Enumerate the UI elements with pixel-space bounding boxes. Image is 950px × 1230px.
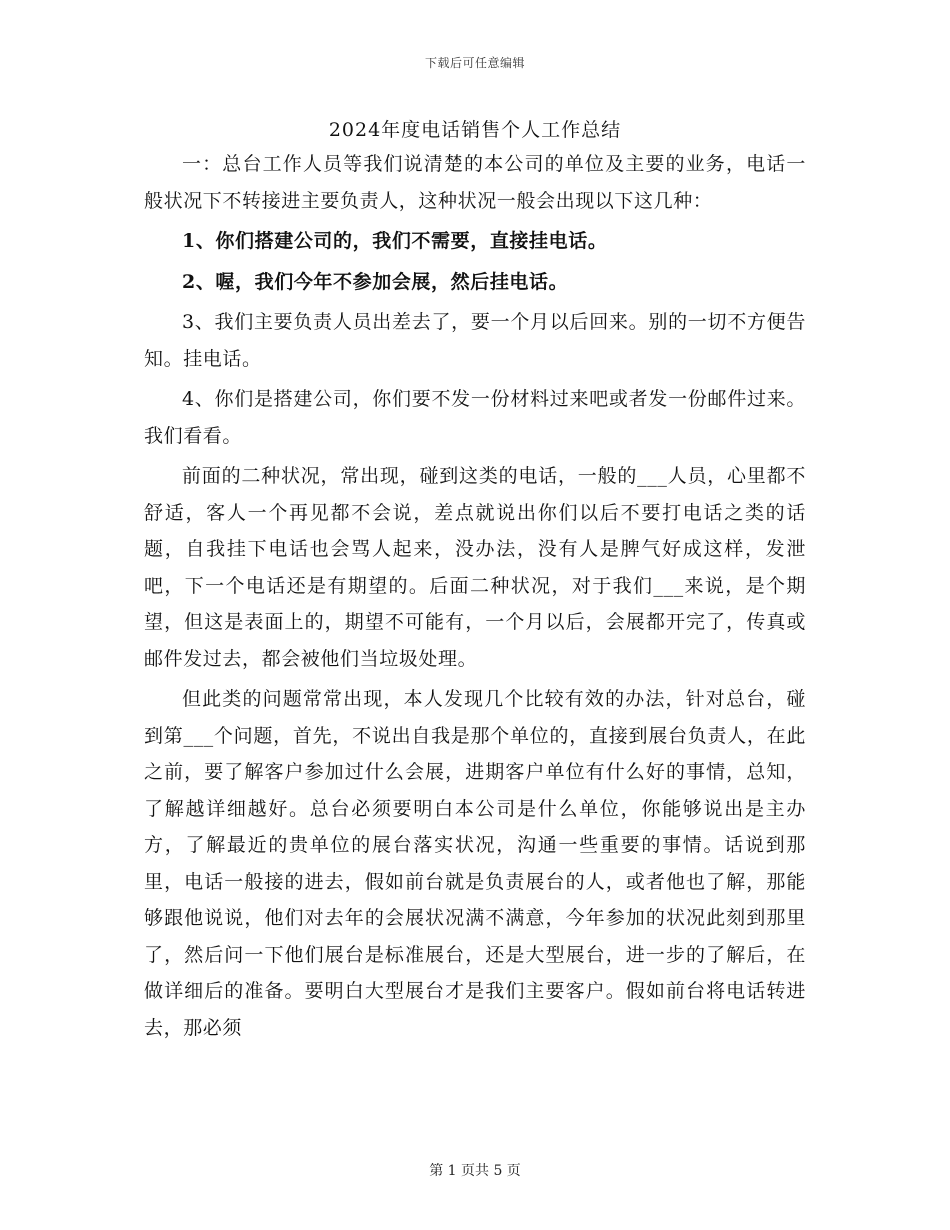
paragraph-case-4: 4、你们是搭建公司，你们要不发一份材料过来吧或者发一份邮件过来。我们看看。 bbox=[144, 388, 806, 447]
paragraph-intro: 一：总台工作人员等我们说清楚的本公司的单位及主要的业务，电话一般状况下不转接进主要负责人，这种状况一般会出现以下这几种： bbox=[144, 153, 806, 212]
document-body bbox=[144, 146, 806, 1050]
paragraph-case-1: 1、你们搭建公司的，我们不需要，直接挂电话。 bbox=[182, 230, 608, 252]
paragraph-case-2: 2、喔，我们今年不参加会展，然后挂电话。 bbox=[182, 270, 569, 293]
paragraph-case-3: 3、我们主要负责人员出差去了，要一个月以后回来。别的一切不方便告知。挂电话。 bbox=[144, 311, 806, 370]
page-number: 第 1 页共 5 页 bbox=[429, 1163, 521, 1179]
document-title: 2024年度电话销售个人工作总结 bbox=[328, 119, 622, 141]
paragraph-solution: 但此类的问题常常出现，本人发现几个比较有效的办法，针对总台，碰到第___个问题，首先，不说出自我是那个单位的，直接到展台负责人，在此之前，要了解客户参加过什么会展，进期客户单位有什么好的事情，总知，了解越详细越好。总台必须要明白本公司是什么单位，你能够说出是主办方，了解最近的贵单位的展台落实状况，沟通一些重要的事情。话说到那里，电话一般接的进去，假如前台就是负责展台的人，或者他也了解，那能够跟他说说，他们对去年的会展状况满不满意，今年参加的状况此刻到那里了，然后问一下他们展台是标准展台，还是大型展台，进一步的了解后，在做详细后的准备。要明白大型展台才是我们主要客户。假如前台将电话转进去，那必须 bbox=[144, 688, 806, 1039]
paragraph-analysis: 前面的二种状况，常出现，碰到这类的电话，一般的___人员，心里都不舒适，客人一个再见都不会说，差点就说出你们以后不要打电话之类的话题，自我挂下电话也会骂人起来，没办法，没有人是脾气好成这样，发泄吧，下一个电话还是有期望的。后面二种状况，对于我们___来说，是个期望，但这是表面上的，期望不可能有，一个月以后，会展都开完了，传真或邮件发过去，都会被他们当垃圾处理。 bbox=[144, 465, 806, 670]
header-note: 下载后可任意编辑 bbox=[424, 56, 525, 70]
